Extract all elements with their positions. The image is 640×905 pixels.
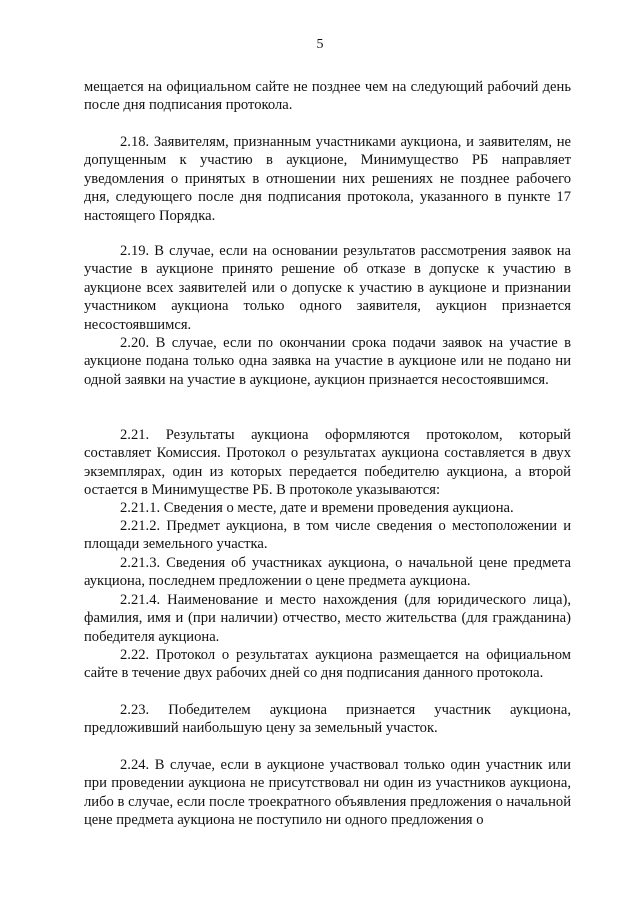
paragraph-2-23: 2.23. Победителем аукциона признается участник аукциона, предложивший наибольшую цену за земельный участок.: [84, 702, 571, 737]
page-number: 5: [316, 37, 324, 52]
paragraph-2-20: 2.20. В случае, если по окончании срока подачи заявок на участие в аукционе подана только одна заявка на участие в аукционе или не подано ни одной заявки на участие в аукционе, аукцион признается несостоявшимся.: [84, 335, 571, 388]
paragraph-2-22: 2.22. Протокол о результатах аукциона размещается на официальном сайте в течение двух рабочих дней со дня подписания данного протокола.: [84, 647, 571, 682]
paragraph-2-24: 2.24. В случае, если в аукционе участвовал только один участник или при проведении аукциона не присутствовал ни один из участников аукциона, либо в случае, если после троекратного объявления предложения о начальной цене предмета аукциона не поступило ни одного предложения о: [84, 757, 571, 829]
paragraph-2-19: 2.19. В случае, если на основании результатов рассмотрения заявок на участие в аукционе принято решение об отказе в допуске к участию в аукционе всех заявителей или о допуске к участию в аукционе и признании участником аукциона только одного заявителя, аукцион признается несостоявшимся.: [84, 243, 571, 333]
paragraph-2-21-3: 2.21.3. Сведения об участниках аукциона, о начальной цене предмета аукциона, последнем предложении о цене предмета аукциона.: [84, 555, 571, 590]
paragraph-continuation: мещается на официальном сайте не позднее чем на следующий рабочий день после дня подписания протокола.: [84, 79, 571, 114]
paragraph-2-18: 2.18. Заявителям, признанным участниками аукциона, и заявителям, не допущенным к участию в аукционе, Минимущество РБ направляет уведомления о принятых в отношении них решениях не позднее рабочего дня, следующего после дня подписания протокола, указанного в пункте 17 настоящего Порядка.: [84, 134, 571, 224]
paragraph-2-21-1: 2.21.1. Сведения о месте, дате и времени проведения аукциона.: [120, 500, 514, 516]
paragraph-2-21-2: 2.21.2. Предмет аукциона, в том числе сведения о местоположении и площади земельного участка.: [84, 518, 571, 553]
paragraph-2-21: 2.21. Результаты аукциона оформляются протоколом, который составляет Комиссия. Протокол о результатах аукциона составляется в двух экземплярах, один из которых передается победителю аукциона, а второй остается в Минимуществе РБ. В протоколе указываются:: [84, 427, 571, 499]
paragraph-2-21-4: 2.21.4. Наименование и место нахождения (для юридического лица), фамилия, имя и (при наличии) отчество, место жительства (для гражданина) победителя аукциона.: [84, 592, 571, 645]
